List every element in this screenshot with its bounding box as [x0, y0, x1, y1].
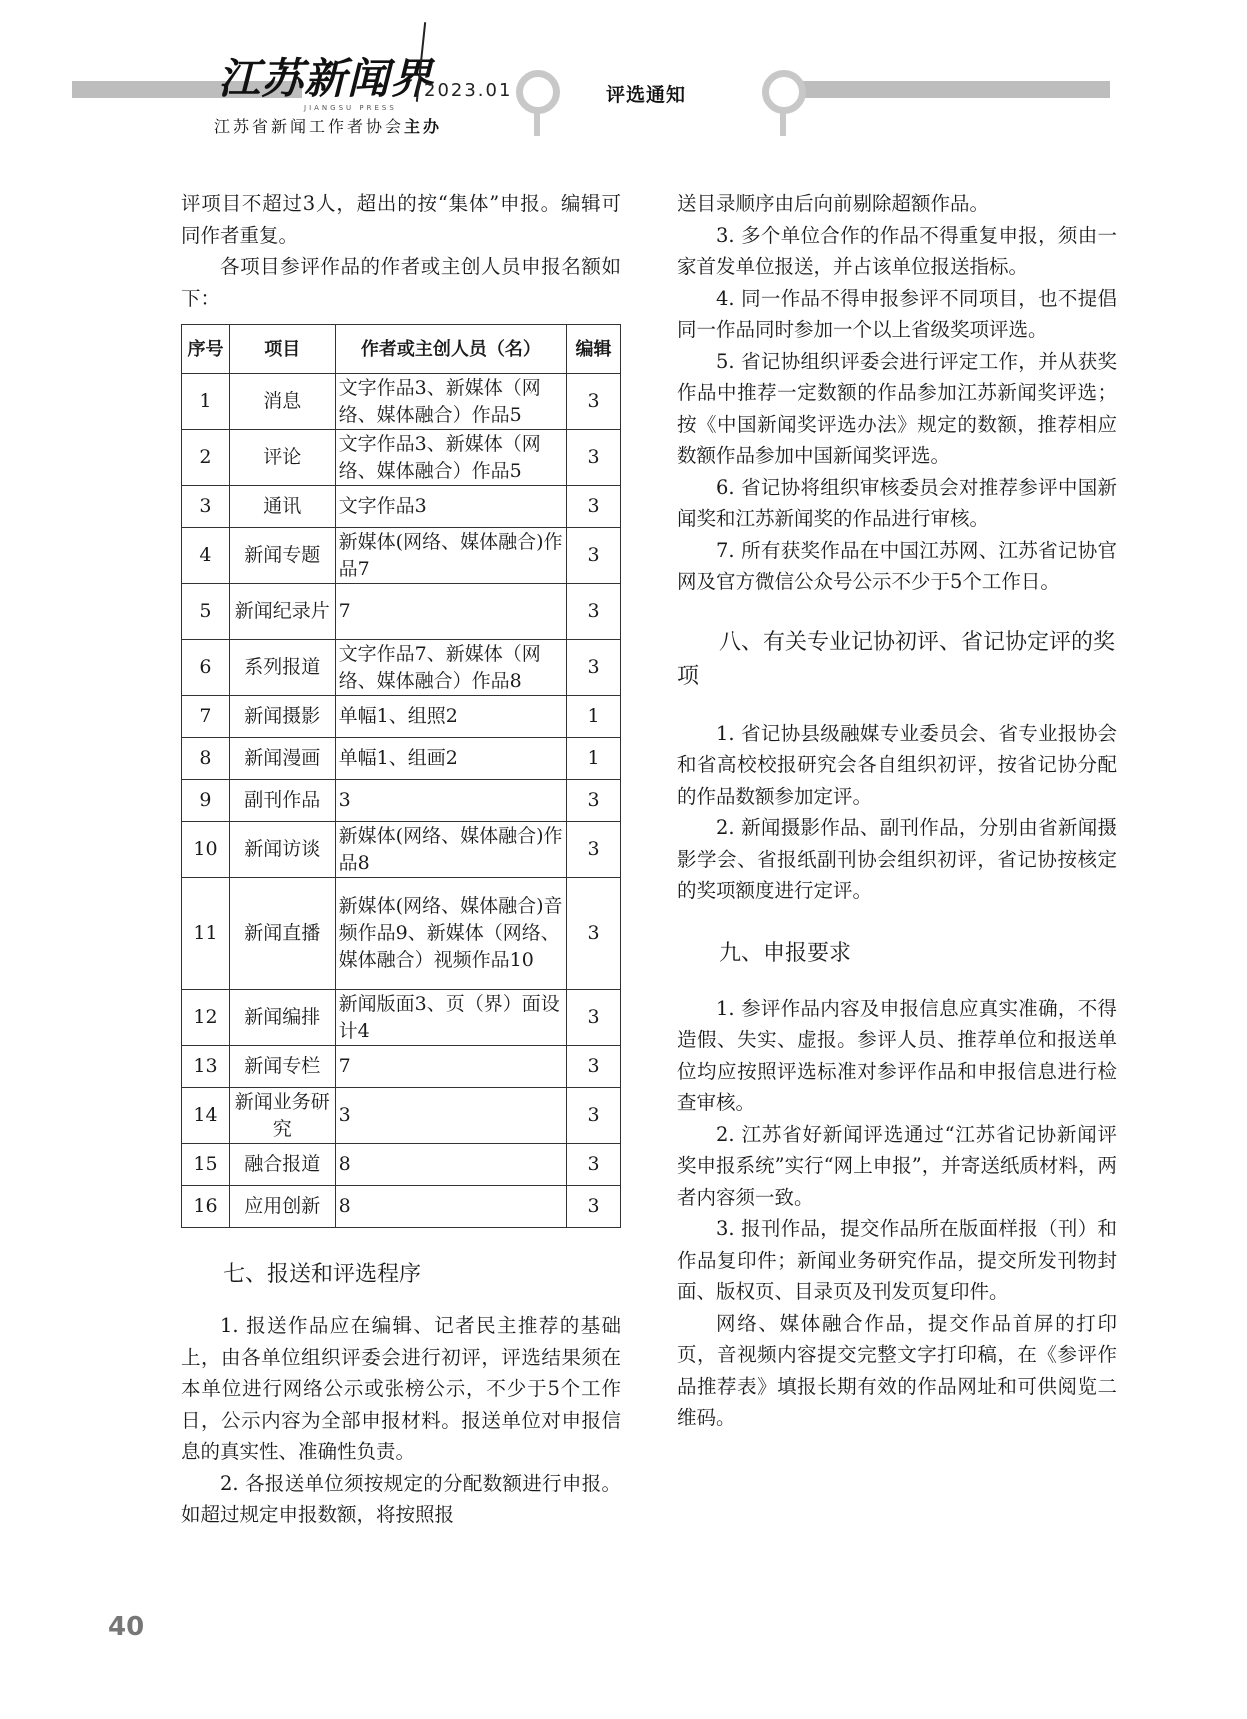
row-number-cell: 4: [182, 528, 230, 584]
authors-cell: 新媒体(网络、媒体融合)作品8: [335, 822, 566, 878]
editors-cell: 3: [567, 1144, 621, 1186]
page-number: 40: [108, 1612, 145, 1642]
paragraph: 3. 多个单位合作的作品不得重复申报，须由一家首发单位报送，并占该单位报送指标。: [677, 223, 1117, 278]
authors-cell: 单幅1、组画2: [335, 738, 566, 780]
item-cell: 新闻访谈: [229, 822, 335, 878]
item-cell: 应用创新: [229, 1186, 335, 1228]
paragraph: 2. 各报送单位须按规定的分配数额进行申报。如超过规定申报数额，将按照报: [181, 1471, 621, 1526]
paragraph: 1. 报送作品应在编辑、记者民主推荐的基础上，由各单位组织评委会进行初评，评选结果须在本单位进行网络公示或张榜公示，不少于5个工作日，公示内容为全部申报材料。报送单位对申报信息的真实性、准确性负责。: [181, 1314, 621, 1463]
row-number-cell: 3: [182, 486, 230, 528]
row-number-cell: 15: [182, 1144, 230, 1186]
editors-cell: 3: [567, 640, 621, 696]
editors-cell: 3: [567, 584, 621, 640]
paragraph: 4. 同一作品不得申报参评不同项目，也不提倡同一作品同时参加一个以上省级奖项评选。: [677, 286, 1117, 341]
item-cell: 新闻业务研究: [229, 1088, 335, 1144]
table-header-cell: 作者或主创人员（名）: [335, 325, 566, 374]
editors-cell: 3: [567, 1186, 621, 1228]
item-cell: 融合报道: [229, 1144, 335, 1186]
item-cell: 消息: [229, 374, 335, 430]
item-cell: 新闻摄影: [229, 696, 335, 738]
authors-cell: 3: [335, 780, 566, 822]
table-row: [182, 584, 621, 640]
masthead-logo: 江苏新闻界: [218, 54, 434, 103]
table-row: [182, 1186, 621, 1228]
authors-cell: 文字作品3、新媒体（网络、媒体融合）作品5: [335, 430, 566, 486]
row-number-cell: 8: [182, 738, 230, 780]
authors-cell: 文字作品3: [335, 486, 566, 528]
row-number-cell: 14: [182, 1088, 230, 1144]
section-heading: 七、报送和评选程序: [223, 1262, 422, 1287]
organizer-suffix: 主办: [404, 117, 443, 136]
table-row: [182, 696, 621, 738]
paragraph: 7. 所有获奖作品在中国江苏网、江苏省记协官网及官方微信公众号公示不少于5个工作日。: [677, 538, 1117, 593]
authors-cell: 新媒体(网络、媒体融合)作品7: [335, 528, 566, 584]
editors-cell: 3: [567, 878, 621, 990]
organizer-name: 江苏省新闻工作者协会: [214, 117, 405, 136]
item-cell: 系列报道: [229, 640, 335, 696]
table-row: [182, 528, 621, 584]
editors-cell: 1: [567, 738, 621, 780]
table-header-cell: 序号: [182, 325, 230, 374]
item-cell: 新闻专题: [229, 528, 335, 584]
row-number-cell: 6: [182, 640, 230, 696]
editors-cell: 3: [567, 374, 621, 430]
row-number-cell: 10: [182, 822, 230, 878]
table-row: [182, 374, 621, 430]
table-row: [182, 1144, 621, 1186]
row-number-cell: 1: [182, 374, 230, 430]
row-number-cell: 9: [182, 780, 230, 822]
issue-number: 2023.01: [424, 80, 513, 101]
authors-cell: 新闻版面3、页（界）面设计4: [335, 990, 566, 1046]
paragraph: 6. 省记协将组织审核委员会对推荐参评中国新闻奖和江苏新闻奖的作品进行审核。: [677, 475, 1117, 530]
item-cell: 新闻漫画: [229, 738, 335, 780]
paragraph: 2. 新闻摄影作品、副刊作品，分别由省新闻摄影学会、省报纸副刊协会组织初评，省记协按核定的奖项额度进行定评。: [677, 816, 1117, 902]
table-header-cell: 项目: [229, 325, 335, 374]
left-column: [181, 188, 621, 1531]
paragraph: 2. 江苏省好新闻评选通过“江苏省记协新闻评奖申报系统”实行“网上申报”，并寄送纸质材料，两者内容须一致。: [677, 1122, 1117, 1209]
row-number-cell: 2: [182, 430, 230, 486]
table-row: [182, 1046, 621, 1088]
section-heading: 九、申报要求: [719, 940, 852, 966]
item-cell: 新闻专栏: [229, 1046, 335, 1088]
editors-cell: 3: [567, 822, 621, 878]
table-header-row: [182, 325, 621, 374]
authors-cell: 8: [335, 1144, 566, 1186]
item-cell: 副刊作品: [229, 780, 335, 822]
organizer-line: [214, 114, 442, 137]
editors-cell: 1: [567, 696, 621, 738]
authors-cell: 单幅1、组照2: [335, 696, 566, 738]
row-number-cell: 5: [182, 584, 230, 640]
editors-cell: 3: [567, 430, 621, 486]
item-cell: 新闻直播: [229, 878, 335, 990]
paragraph: 评项目不超过3人，超出的按“集体”申报。编辑可同作者重复。: [181, 192, 621, 247]
table-row: [182, 780, 621, 822]
table-row: [182, 640, 621, 696]
table-row: [182, 738, 621, 780]
pin-icon-right: [762, 70, 806, 114]
authors-cell: 8: [335, 1186, 566, 1228]
item-cell: 通讯: [229, 486, 335, 528]
paragraph: 3. 报刊作品，提交作品所在版面样报（刊）和作品复印件；新闻业务研究作品，提交所发刊物封面、版权页、目录页及刊发页复印件。: [677, 1217, 1117, 1303]
table-row: [182, 1088, 621, 1144]
authors-cell: 文字作品3、新媒体（网络、媒体融合）作品5: [335, 374, 566, 430]
table-row: [182, 486, 621, 528]
header-bar-right: [790, 81, 1110, 98]
paragraph: 1. 省记协县级融媒专业委员会、省专业报协会和省高校校报研究会各自组织初评，按省记协分配的作品数额参加定评。: [677, 721, 1117, 808]
table-row: [182, 990, 621, 1046]
row-number-cell: 13: [182, 1046, 230, 1088]
authors-cell: 7: [335, 584, 566, 640]
authors-cell: 7: [335, 1046, 566, 1088]
quota-table: [181, 324, 621, 1228]
table-header-cell: 编辑: [567, 325, 621, 374]
item-cell: 评论: [229, 430, 335, 486]
authors-cell: 文字作品7、新媒体（网络、媒体融合）作品8: [335, 640, 566, 696]
section-title: 评选通知: [606, 84, 687, 106]
item-cell: 新闻编排: [229, 990, 335, 1046]
authors-cell: 3: [335, 1088, 566, 1144]
editors-cell: 3: [567, 486, 621, 528]
paragraph: 1. 参评作品内容及申报信息应真实准确，不得造假、失实、虚报。参评人员、推荐单位和报送单位均应按照评选标准对参评作品和申报信息进行检查审核。: [677, 996, 1117, 1114]
editors-cell: 3: [567, 528, 621, 584]
row-number-cell: 11: [182, 878, 230, 990]
pin-icon-left: [516, 70, 560, 114]
item-cell: 新闻纪录片: [229, 584, 335, 640]
table-row: [182, 430, 621, 486]
table-row: [182, 878, 621, 990]
authors-cell: 新媒体(网络、媒体融合)音频作品9、新媒体（网络、媒体融合）视频作品10: [335, 878, 566, 990]
editors-cell: 3: [567, 990, 621, 1046]
paragraph: 各项目参评作品的作者或主创人员申报名额如下：: [181, 255, 621, 310]
section-heading: 八、有关专业记协初评、省记协定评的奖项: [677, 629, 1116, 689]
editors-cell: 3: [567, 1088, 621, 1144]
paragraph: 送目录顺序由后向前剔除超额作品。: [677, 192, 990, 215]
row-number-cell: 12: [182, 990, 230, 1046]
row-number-cell: 16: [182, 1186, 230, 1228]
table-row: [182, 822, 621, 878]
paragraph: 网络、媒体融合作品，提交作品首屏的打印页，音视频内容提交完整文字打印稿，在《参评作品推荐表》填报长期有效的作品网址和可供阅览二维码。: [677, 1311, 1117, 1429]
editors-cell: 3: [567, 780, 621, 822]
right-column: [677, 188, 1117, 1434]
masthead-english: JIANGSU PRESS: [304, 104, 397, 112]
paragraph: 5. 省记协组织评委会进行评定工作，并从获奖作品中推荐一定数额的作品参加江苏新闻奖评选；按《中国新闻奖评选办法》规定的数额，推荐相应数额作品参加中国新闻奖评选。: [677, 349, 1117, 467]
editors-cell: 3: [567, 1046, 621, 1088]
row-number-cell: 7: [182, 696, 230, 738]
